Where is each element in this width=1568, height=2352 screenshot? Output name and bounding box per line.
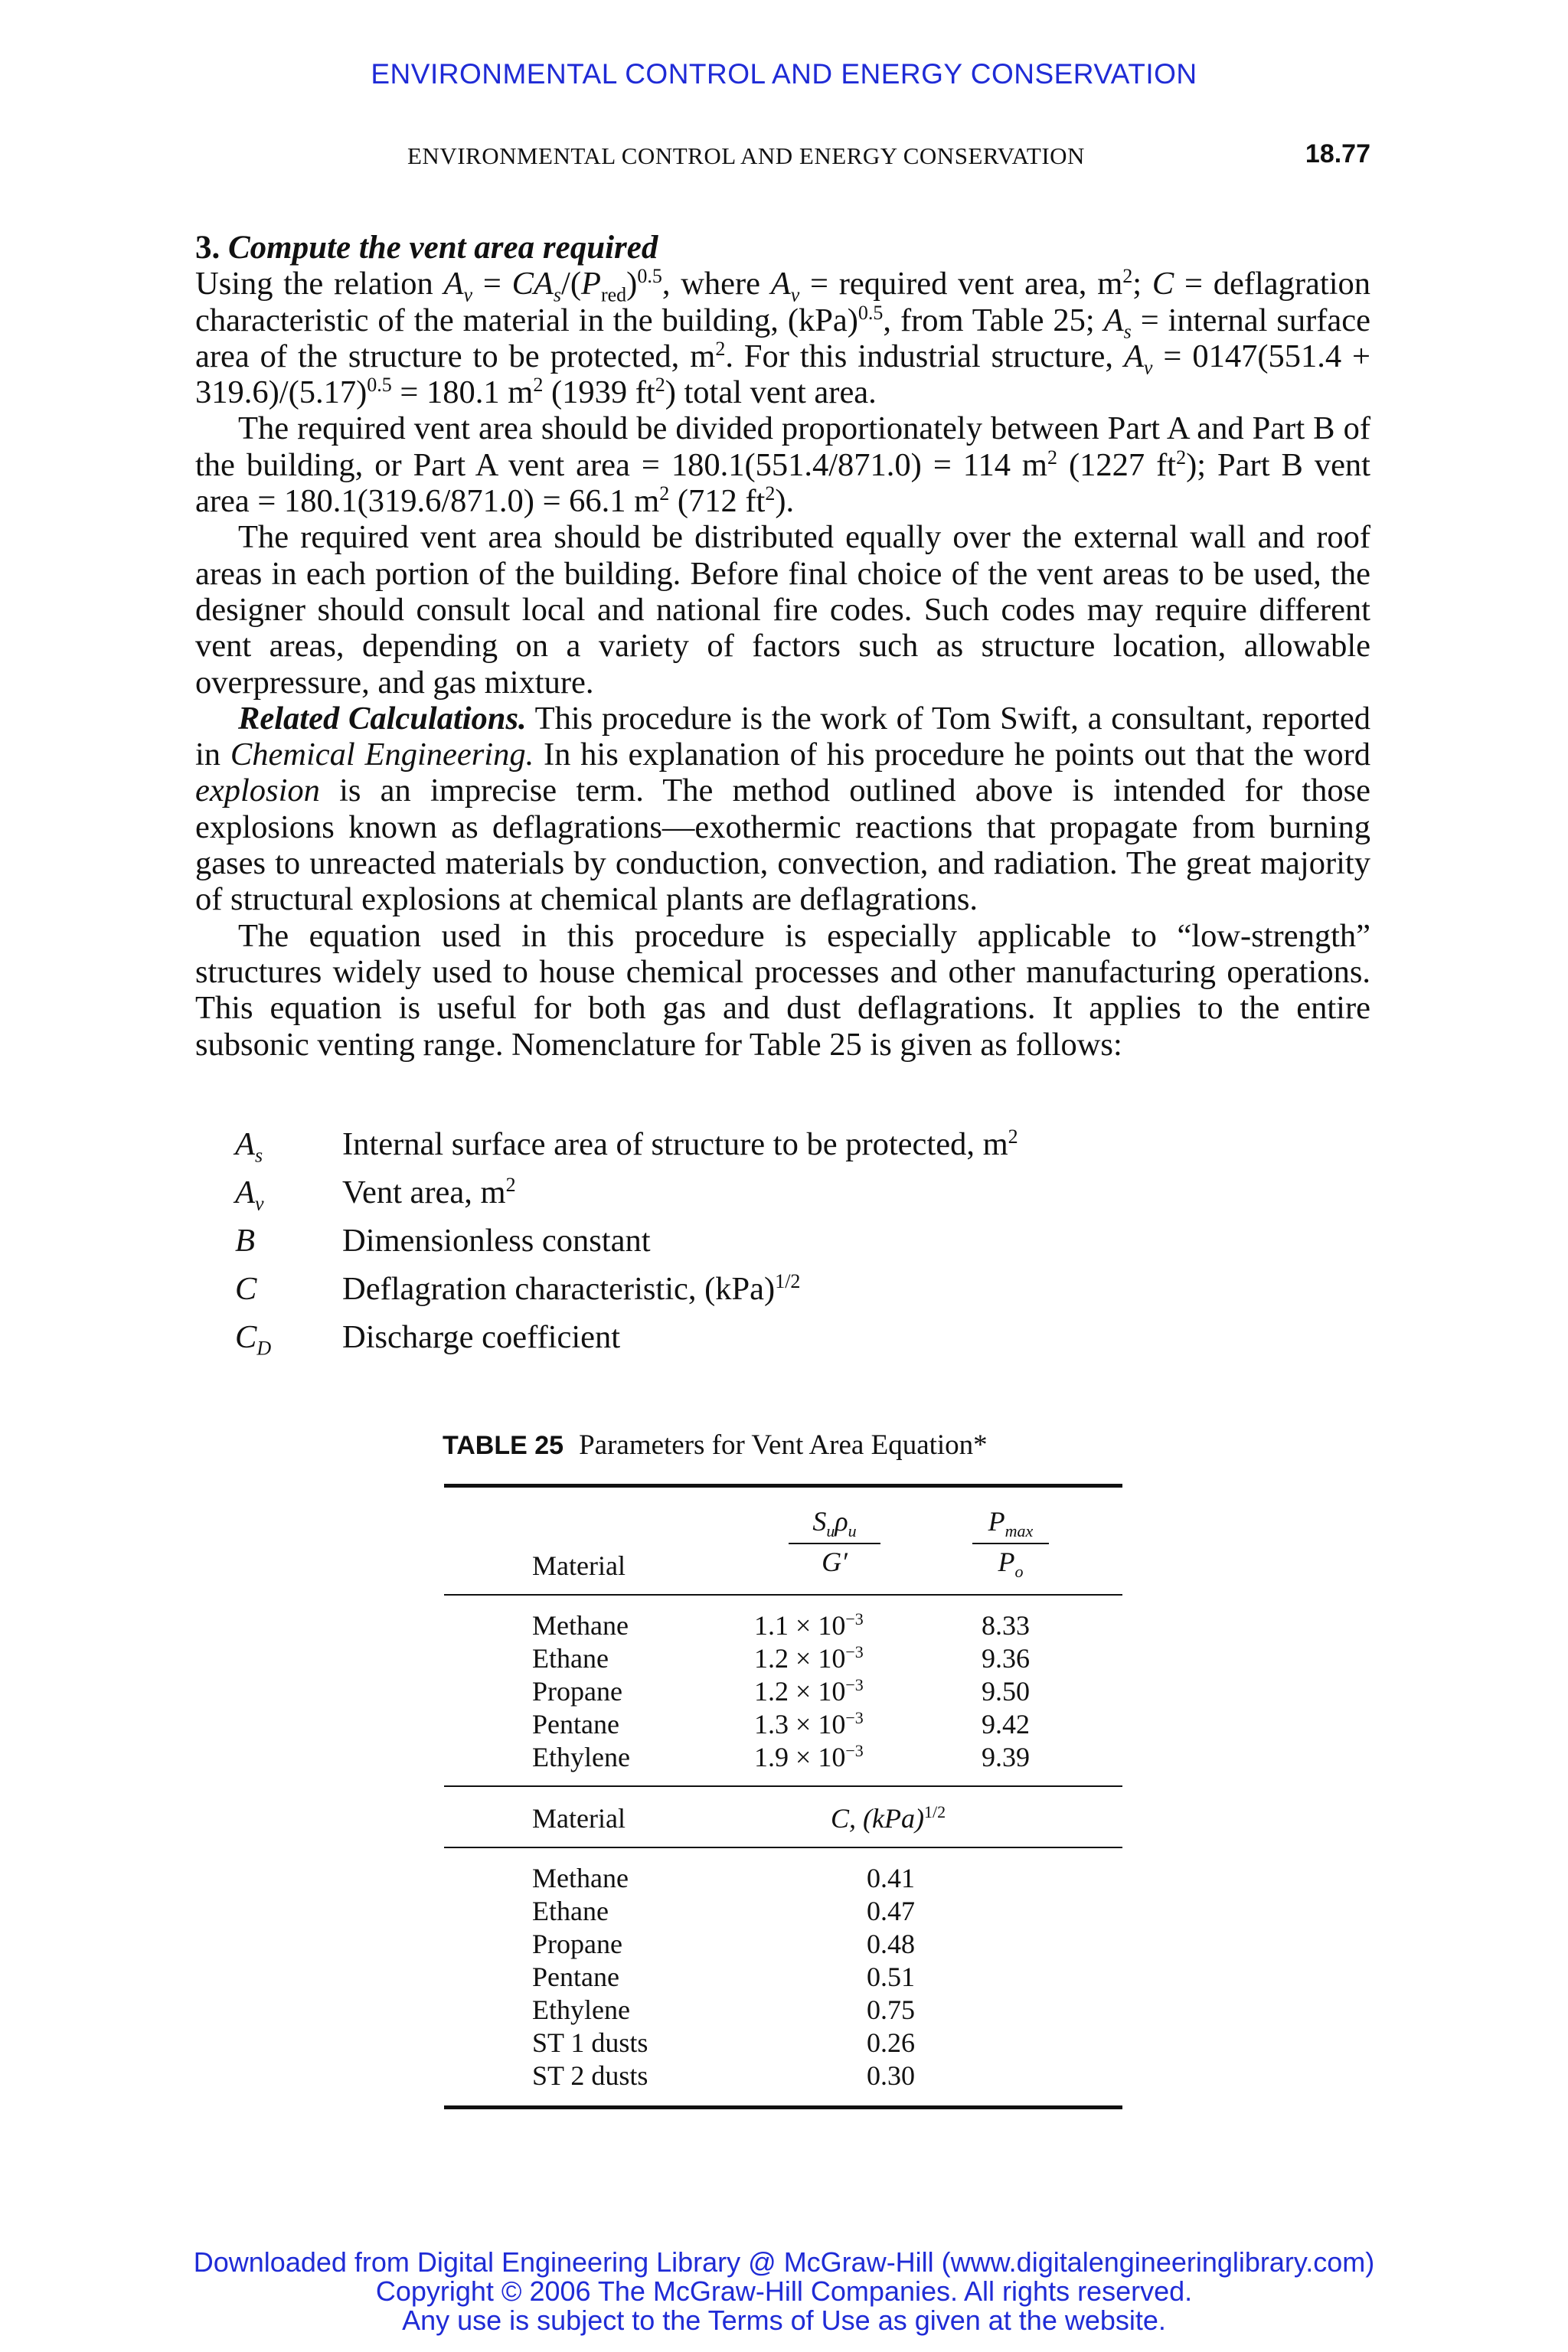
text: (1939 ft (543, 374, 655, 411)
cell-material: Propane (532, 1676, 622, 1707)
text: (1227 ft (1057, 446, 1177, 483)
cell-pressure-ratio: 9.39 (982, 1742, 1030, 1772)
col-header-pmax-over-po: $P_{max}$ $P_o$ (972, 1505, 1049, 1582)
sub: v (463, 283, 473, 306)
col-header-supu-over-g: $S_u\rho_u$ G′ (789, 1505, 880, 1578)
symbol: C (235, 1271, 257, 1307)
definition: Internal surface area of structure to be protected, $m^2$ (342, 1125, 1018, 1162)
c-exponent: 1/2 (923, 1802, 946, 1821)
sup: 2 (655, 374, 665, 397)
text: (712 ft (669, 483, 766, 520)
symbol: B (235, 1223, 255, 1259)
cell-pressure-ratio: 9.36 (982, 1643, 1030, 1674)
col-header-material: Material (532, 1550, 626, 1581)
cell-material: Ethylene (532, 1994, 630, 2025)
text: . For this industrial structure, (725, 338, 1124, 374)
col-header-c (831, 1802, 946, 1834)
text: = 0147(551.4 + 319.6)/(5.17) (195, 338, 1371, 411)
definition: Vent area, $m^2$ (342, 1173, 516, 1210)
cell-material: Ethane (532, 1896, 609, 1926)
step-title: Compute the vent area required (228, 230, 658, 266)
col-header-material-2: Material (532, 1803, 626, 1834)
var: C (1152, 266, 1174, 302)
download-banner: ENVIRONMENTAL CONTROL AND ENERGY CONSERVATION (371, 58, 1197, 90)
var: A (443, 266, 464, 302)
page-number: 18.77 (1305, 139, 1370, 168)
footer-copyright-line: Copyright © 2006 The McGraw-Hill Companies. All rights reserved. (375, 2275, 1193, 2307)
text: = (472, 266, 512, 302)
text: This procedure is the work of Tom Swift, a consultant, reported in (195, 700, 1370, 773)
table-header-rule-2 (444, 1847, 1122, 1848)
nomenclature-list (235, 1125, 1307, 1367)
sub: v (1143, 356, 1153, 379)
cell-burning-rate: $1.1 \times 10^{-3}$ (754, 1609, 864, 1641)
cell-material: Methane (532, 1610, 629, 1641)
journal-title: Chemical Engineering. (230, 737, 534, 773)
table-mid-rule (444, 1785, 1122, 1787)
cell-c-value: 0.30 (867, 2060, 915, 2091)
paragraph-division (195, 410, 1370, 519)
cell-burning-rate: $1.2 \times 10^{-3}$ (754, 1675, 864, 1707)
var: A (770, 266, 791, 302)
table-bottom-rule (444, 2105, 1122, 2109)
step-heading (195, 230, 1370, 266)
cell-c-value: 0.51 (867, 1962, 915, 1992)
sub: s (1123, 320, 1132, 343)
c-label: C, (kPa) (831, 1803, 924, 1834)
cell-c-value: 0.47 (867, 1896, 915, 1926)
paragraph-relation (195, 266, 1370, 410)
cell-material: Pentane (532, 1962, 619, 1992)
table-caption (443, 1429, 988, 1462)
symbol: $C_D$ (235, 1319, 272, 1360)
nomenclature-item (235, 1125, 1307, 1174)
definition: Discharge coefficient (342, 1319, 621, 1355)
sup: 2 (715, 337, 726, 360)
emphasis: explosion (195, 773, 320, 809)
table-header-rule (444, 1594, 1122, 1596)
text: ) (626, 266, 638, 302)
sup: 0.5 (637, 265, 662, 288)
cell-c-value: 0.48 (867, 1929, 915, 1959)
cell-pressure-ratio: 8.33 (982, 1610, 1030, 1641)
definition: Deflagration characteristic, (kPa)$^{1/2}$ (342, 1269, 801, 1307)
table-top-rule (444, 1484, 1122, 1488)
footer-terms-line: Any use is subject to the Terms of Use as given at the website. (402, 2305, 1166, 2336)
table-label: TABLE 25 (443, 1431, 564, 1460)
cell-material: Propane (532, 1929, 622, 1959)
text: The required vent area should be divided proportionately between Part A and Part B of the building, or Part A vent area = 180.1(551.4/871.0) = 114 m (195, 410, 1370, 483)
text: ; (1132, 266, 1152, 302)
text: , from Table 25; (883, 302, 1104, 338)
cell-c-value: 0.75 (867, 1994, 915, 2025)
text: ) total vent area. (665, 374, 877, 411)
symbol: $A_v$ (235, 1174, 264, 1215)
sub: v (790, 283, 800, 306)
nomenclature-item (235, 1222, 1307, 1270)
var: A (1103, 302, 1124, 338)
cell-c-value: 0.41 (867, 1863, 915, 1893)
text: = internal surface area of the structure to be protected, m (195, 302, 1371, 374)
sup: 0.5 (367, 374, 392, 397)
var: P (580, 266, 601, 302)
cell-burning-rate: $1.2 \times 10^{-3}$ (754, 1642, 864, 1674)
cell-material: Methane (532, 1863, 629, 1893)
text: is an imprecise term. The method outlined above is intended for those explosions known as deflagrations—exothermic reactions that propagate from burning gases to unreacted materials by conduction, convection, and radiation. The great majority of structural explosions at chemical plants are deflagrations. (195, 773, 1370, 918)
text: Using the relation (195, 266, 444, 302)
nomenclature-item (235, 1174, 1307, 1222)
text: = required vent area, m (799, 266, 1123, 302)
sub: s (553, 283, 562, 306)
var: A (1123, 338, 1144, 374)
step-number: 3. (195, 230, 220, 266)
cell-pressure-ratio: 9.50 (982, 1676, 1030, 1707)
nomenclature-item (235, 1270, 1307, 1318)
nomenclature-item (235, 1318, 1307, 1367)
sup: 2 (765, 482, 776, 505)
paragraph-equation: The equation used in this procedure is especially applicable to “low-strength” structures widely used to house chemical processes and other manufacturing operations. This equation is useful for both gas and dust deflagrations. It applies to the entire subsonic venting range. Nomenclature for Table 25 is given as follows: (195, 917, 1370, 1063)
paragraph-related (195, 701, 1370, 918)
cell-material: ST 2 dusts (532, 2060, 648, 2091)
run-in-heading: Related Calculations. (238, 700, 527, 737)
body-text (195, 230, 1370, 1063)
cell-material: ST 1 dusts (532, 2027, 648, 2058)
cell-burning-rate: $1.3 \times 10^{-3}$ (754, 1708, 864, 1740)
sup: 2 (1122, 265, 1133, 288)
text: = 180.1 m (391, 374, 534, 411)
footer-download-line: Downloaded from Digital Engineering Library @ McGraw-Hill (www.digitalengineeringlibrary.com) (193, 2246, 1375, 2278)
text: ); Part B vent area = 180.1(319.6/871.0) = 66.1 m (195, 446, 1370, 520)
sup: 2 (659, 482, 670, 505)
sup: 2 (1176, 446, 1187, 469)
cell-c-value: 0.26 (867, 2027, 915, 2058)
running-head: ENVIRONMENTAL CONTROL AND ENERGY CONSERVATION (407, 142, 1085, 169)
copyright-footer (0, 2248, 1568, 2335)
var: A (533, 266, 554, 302)
text: In his explanation of his procedure he points out that the word (534, 737, 1370, 773)
text: /( (561, 266, 581, 302)
definition: Dimensionless constant (342, 1223, 651, 1259)
cell-burning-rate: $1.9 \times 10^{-3}$ (754, 1741, 864, 1772)
text: ). (775, 483, 795, 520)
text: , where (662, 266, 771, 302)
sup: 2 (533, 374, 544, 397)
cell-material: Ethylene (532, 1742, 630, 1772)
sup: 0.5 (858, 301, 884, 324)
cell-material: Pentane (532, 1709, 619, 1740)
sub: red (600, 283, 627, 306)
text: = deflagration characteristic of the material in the building, (kPa) (195, 266, 1371, 338)
paragraph-distribution: The required vent area should be distributed equally over the external wall and roof areas in each portion of the building. Before final choice of the vent areas to be used, the designer should consult local and national fire codes. Such codes may require different vent areas, depending on a variety of factors such as structure location, allowable overpressure, and gas mixture. (195, 519, 1370, 701)
cell-material: Ethane (532, 1643, 609, 1674)
symbol: $A_s$ (235, 1126, 263, 1167)
table-title: Parameters for Vent Area Equation* (579, 1429, 988, 1461)
cell-pressure-ratio: 9.42 (982, 1709, 1030, 1740)
var: C (511, 266, 534, 302)
sup: 2 (1047, 446, 1057, 469)
